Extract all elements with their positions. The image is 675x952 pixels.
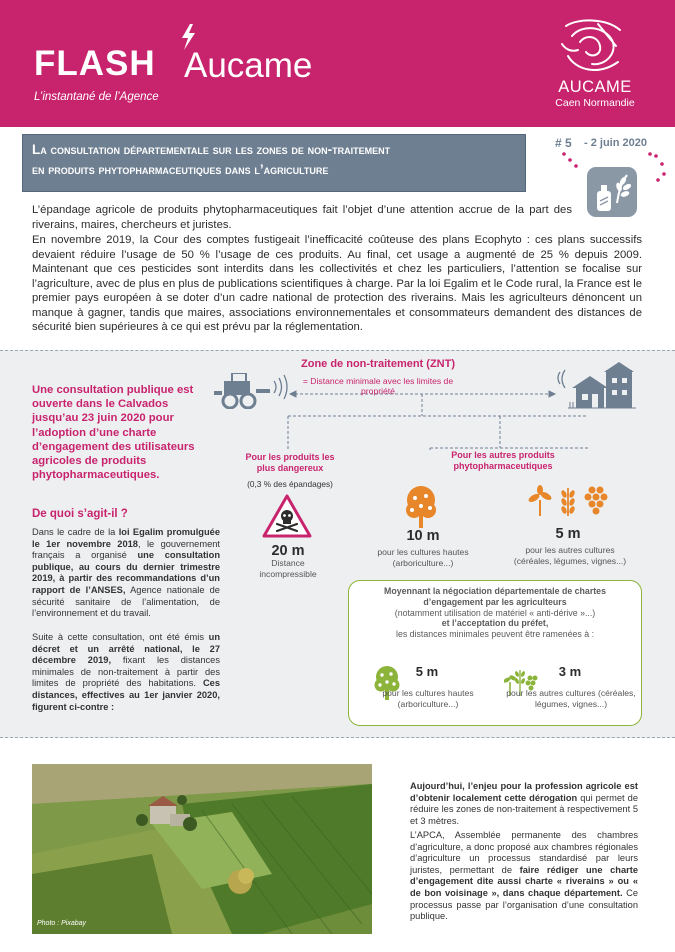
aerial-farm-photo (32, 764, 372, 934)
text-run: Agence nationale de sécurité sanitaire de l’alimentation, de l’environnement et du travail. (32, 584, 220, 619)
bottom-paragraph-1 (410, 781, 638, 827)
text-run: L’APCA, Assemblée permanente des chambres d’agriculture, a donc proposé aux chambres régionales d’agriculture un processus standardisé par leurs juristes, permettant de (410, 830, 638, 875)
text-run: fixant les distances minimales de non-traitement à partir des limites de propriété des habitations. (32, 655, 220, 689)
dangerous-products-label: Pour les produits les plus dangereux (245, 452, 335, 473)
text-run: , le gouvernement français a organisé (32, 538, 221, 561)
text-run: qui permet de réduire les zones de non-traitement à respectivement 5 et 3 mètres. (410, 792, 638, 826)
brand-aucame: Aucame (184, 46, 313, 85)
logo-name: AUCAME (558, 78, 632, 96)
text-run: Suite à cette consultation, ont été émis (32, 632, 209, 642)
houses-icon (556, 362, 636, 410)
znt-title: Zone de non-traitement (ZNT) (301, 358, 455, 370)
other-products-label: Pour les autres produits phytopharmaceutiques (451, 450, 555, 471)
quoi-paragraph-1 (32, 527, 220, 620)
phyto-spray-icon (587, 167, 637, 217)
reduced-distance-3m: 3 m (558, 664, 582, 679)
text-run-bold: Ces distances, effectives au 1er janvier 2020, figurent ci-contre : (32, 678, 220, 712)
reduced-distance-5m: 5 m (415, 664, 439, 679)
text-run-bold: une consultation publique, au cours du dernier trimestre 2019, à partir des recommandations d’un rapport de l’ANSES, (32, 550, 220, 595)
distance-10m-note: pour les cultures hautes (arboriculture...) (377, 547, 469, 568)
brand-flash: FLASH (34, 44, 156, 83)
intro-paragraph-1: L’épandage agricole de produits phytopharmaceutiques fait l’objet d’une attention accrue de la part des riverains, maires, chercheurs et juristes. (32, 204, 572, 231)
consultation-callout: Une consultation publique est ouverte dans le Calvados jusqu’au 23 juin 2020 pour l’adoption d’une charte d’engagement des utilisateurs agricoles de produits phytopharmaceutiques. (32, 384, 195, 482)
quoi-paragraph-2 (32, 632, 220, 713)
text-run-bold: loi Egalim promulguée le 1er novembre 2018 (32, 527, 221, 549)
issue-number: # 5 (555, 136, 572, 150)
distance-20m: 20 m (271, 543, 305, 559)
photo-credit: Photo : Pixabay (37, 920, 87, 927)
distance-5m-note: pour les autres cultures (céréales, légumes, vignes...) (513, 545, 627, 566)
reduced-distance-3m-note: pour les autres cultures (céréales, légumes, vignes...) (506, 688, 636, 709)
reduced-distance-5m-note: pour les cultures hautes (arboriculture...) (382, 688, 474, 709)
section-heading-quoi: De quoi s’agit-il ? (32, 508, 128, 520)
text-run: Ce processus passe par l’organisation d’une consultation publique. (410, 887, 638, 922)
aucame-logo-icon (558, 16, 630, 80)
znt-subtitle: = Distance minimale avec les limites de propriété (302, 376, 454, 396)
text-run-bold: Aujourd’hui, l’enjeu pour la profession agricole est d’obtenir localement cette dérogation (410, 781, 638, 803)
negotiation-line-3: et l’acceptation du préfet, (441, 618, 549, 629)
logo-subtitle: Caen Normandie (555, 97, 635, 109)
negotiation-text (356, 586, 634, 640)
tractor-icon (212, 373, 290, 409)
text-run-bold: un décret et un arrêté national, le 27 décembre 2019, (32, 632, 220, 666)
distance-20m-note: Distance incompressible (259, 558, 317, 579)
brand-tagline: L’instantané de l’Agence (34, 91, 159, 103)
bottom-paragraph-2 (410, 830, 638, 923)
plants-icon (528, 484, 610, 518)
negotiation-line-2: (notamment utilisation de matériel « anti-dérive »...) (394, 607, 596, 618)
issue-date: - 2 juin 2020 (584, 137, 647, 149)
distance-10m: 10 m (406, 528, 440, 544)
dangerous-products-share: (0,3 % des épandages) (247, 479, 333, 489)
tree-icon (400, 484, 442, 528)
article-title-line-1: La consultation départementale sur les zones de non-traitement (32, 142, 391, 157)
skull-icon (262, 494, 312, 538)
text-run-bold: faire rédiger une charte d’engagement dite aussi charte « riverains » ou « de bon voisinage », dans chaque département. (410, 864, 638, 898)
negotiation-line-4: les distances minimales peuvent être ramenées à : (395, 629, 595, 640)
article-title-line-2: en produits phytopharmaceutiques dans l’agriculture (32, 162, 329, 177)
intro-paragraph-2: En novembre 2019, la Cour des comptes fustigeait l’inefficacité coûteuse des plans Ecophyto : ces plans successifs devaient réduire l’usage de 50 % l’usage de ces produits. Au final, cet usage a augmenté de 25 % depuis 2009. Maintenant que ces pesticides sont interdits dans les collectivités et chez les particuliers, l’attention se focalise sur l’agriculture, avec de plus en plus de publications scientifiques à charge. Par la loi Egalim et le Code rural, la France est le premier pays européen à se doter d’un cadre national de protection des riverains. Mais les agriculteurs dénoncent un manque à gagner, tandis que maires, associations environnementales et consommateurs demandent des distances de sécurité bien supérieures à ce qui est prévu par la réglementation. (32, 234, 642, 333)
text-run: Dans le cadre de la (32, 527, 119, 537)
negotiation-line-1: Moyennant la négociation départementale de chartes d’engagement par les agriculteurs (384, 586, 606, 607)
distance-5m: 5 m (555, 526, 581, 542)
